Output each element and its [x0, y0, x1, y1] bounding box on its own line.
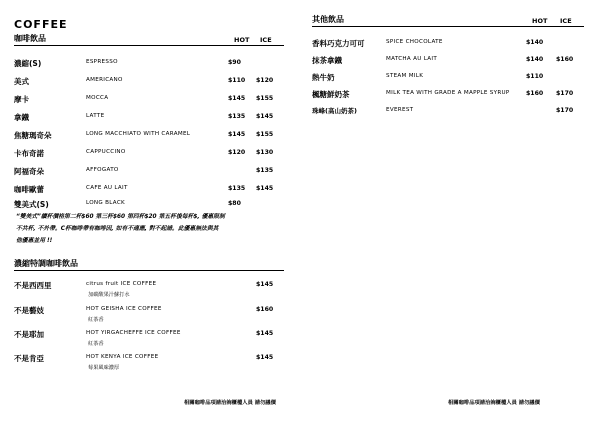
refill-note-line: “雙美式”續杯價格第二杯$60 第三杯$60 第四杯$20 第五杯後每杯$, 優惠限制: [16, 214, 225, 220]
item-name-zh: 珠峰(高山奶茶): [312, 107, 357, 115]
menu-item: [14, 112, 284, 123]
item-name-zh: 不是肯亞: [14, 354, 44, 363]
other-section-header: [312, 14, 584, 27]
menu-item: [14, 130, 284, 141]
hot-price: $135: [228, 185, 246, 192]
item-description: 紅茶香: [88, 341, 104, 347]
item-name-zh: 拿鐵: [14, 113, 29, 122]
menu-item: [312, 72, 584, 83]
item-name-en: HOT YIRGACHEFFE ICE COFFEE: [86, 330, 181, 336]
coffee-section-title: 咖啡飲品: [14, 34, 46, 43]
item-name-en: HOT KENYA ICE COFFEE: [86, 354, 159, 360]
ice-price: $135: [256, 167, 274, 174]
ice-price: $155: [256, 131, 274, 138]
item-name-en: CAPPUCCINO: [86, 149, 126, 155]
menu-item: [14, 280, 284, 291]
item-name-en: AFFOGATO: [86, 167, 119, 173]
menu-item: [312, 89, 584, 100]
price: $160: [256, 306, 274, 313]
item-name-en: HOT GEISHA ICE COFFEE: [86, 306, 162, 312]
footer-notice: 相關咖啡品項請洽詢櫃檯人員 請勿議價: [184, 400, 276, 406]
hot-price: $140: [526, 56, 544, 63]
item-name-en: MOCCA: [86, 95, 109, 101]
refill-note-line: 他優惠並用 !!: [16, 238, 53, 244]
ice-price: $160: [556, 56, 574, 63]
item-name-en: LONG MACCHIATO WITH CARAMEL: [86, 131, 191, 137]
item-name-zh: 阿福奇朵: [14, 167, 44, 176]
hot-price: $90: [228, 59, 241, 66]
item-name-zh: 不是西西里: [14, 281, 52, 290]
ice-column-label: ICE: [560, 17, 572, 25]
item-name-zh: 焦糖瑪奇朵: [14, 131, 52, 140]
item-name-en: ESPRESSO: [86, 59, 118, 65]
hot-price: $140: [526, 39, 544, 46]
item-name-en: LATTE: [86, 113, 105, 119]
ice-price: $155: [256, 95, 274, 102]
menu-item: [312, 106, 584, 117]
item-name-zh: 咖啡歐蕾: [14, 185, 44, 194]
menu-item: [14, 184, 284, 195]
ice-price: $145: [256, 185, 274, 192]
hot-price: $145: [228, 95, 246, 102]
item-description: 紅茶香: [88, 317, 104, 323]
item-name-zh: 楓糖鮮奶茶: [312, 90, 350, 99]
item-name-zh: 美式: [14, 77, 29, 86]
item-name-en: CAFE AU LAIT: [86, 185, 128, 191]
item-description: 莓果風味濃厚: [88, 365, 120, 371]
hot-price: $145: [228, 131, 246, 138]
menu-item: [312, 38, 584, 49]
refill-note-line: 不共杯, 不外帶。C杯咖啡帶有咖啡因, 如有不適應, 對不起請。此優惠無法與其: [16, 226, 219, 232]
price: $145: [256, 354, 274, 361]
menu-item: [14, 58, 284, 69]
item-name-zh: 不是藝妓: [14, 306, 44, 315]
item-name-en: MATCHA AU LAIT: [386, 56, 438, 62]
hot-price: $80: [228, 200, 241, 207]
hot-column-label: HOT: [532, 17, 548, 25]
hot-price: $160: [526, 90, 544, 97]
special-section-header: [14, 258, 284, 271]
item-name-zh: 摩卡: [14, 95, 29, 104]
menu-item: [14, 353, 284, 364]
menu-item: [14, 305, 284, 316]
ice-column-label: ICE: [260, 36, 272, 44]
menu-title: COFFEE: [14, 18, 68, 31]
menu-item: [14, 166, 284, 177]
menu-item: [14, 199, 284, 210]
item-name-zh: 雙美式(S): [14, 200, 49, 209]
item-name-zh: 不是耶加: [14, 330, 44, 339]
other-section-title: 其他飲品: [312, 15, 344, 24]
ice-price: $170: [556, 107, 574, 114]
item-name-zh: 熱牛奶: [312, 73, 335, 82]
footer-notice: 相關咖啡品項請洽詢櫃檯人員 請勿議價: [448, 400, 540, 406]
refill-note: [16, 211, 282, 247]
item-name-en: EVEREST: [386, 107, 414, 113]
item-name-en: LONG BLACK: [86, 200, 126, 206]
hot-price: $120: [228, 149, 246, 156]
menu-item: [14, 148, 284, 159]
item-name-en: STEAM MILK: [386, 73, 424, 79]
item-name-en: MILK TEA WITH GRADE A MAPPLE SYRUP: [386, 90, 510, 96]
item-name-zh: 抹茶拿鐵: [312, 56, 342, 65]
hot-column-label: HOT: [234, 36, 250, 44]
price: $145: [256, 281, 274, 288]
menu-item: [14, 94, 284, 105]
item-name-zh: 香料巧克力可可: [312, 39, 365, 48]
special-section-title: 濃縮特調咖啡飲品: [14, 259, 78, 268]
item-name-zh: 濃縮(S): [14, 59, 42, 68]
hot-price: $135: [228, 113, 246, 120]
item-name-en: AMERICANO: [86, 77, 123, 83]
ice-price: $120: [256, 77, 274, 84]
ice-price: $145: [256, 113, 274, 120]
hot-price: $110: [526, 73, 544, 80]
hot-price: $110: [228, 77, 246, 84]
price: $145: [256, 330, 274, 337]
item-name-en: SPICE CHOCOLATE: [386, 39, 443, 45]
item-description: 加碳酸果汁蘇打水: [88, 292, 130, 298]
coffee-section-header: [14, 33, 284, 46]
item-name-zh: 卡布奇諾: [14, 149, 44, 158]
ice-price: $170: [556, 90, 574, 97]
menu-item: [312, 55, 584, 66]
menu-item: [14, 329, 284, 340]
ice-price: $130: [256, 149, 274, 156]
item-name-en: citrus fruit ICE COFFEE: [86, 281, 157, 287]
menu-item: [14, 76, 284, 87]
